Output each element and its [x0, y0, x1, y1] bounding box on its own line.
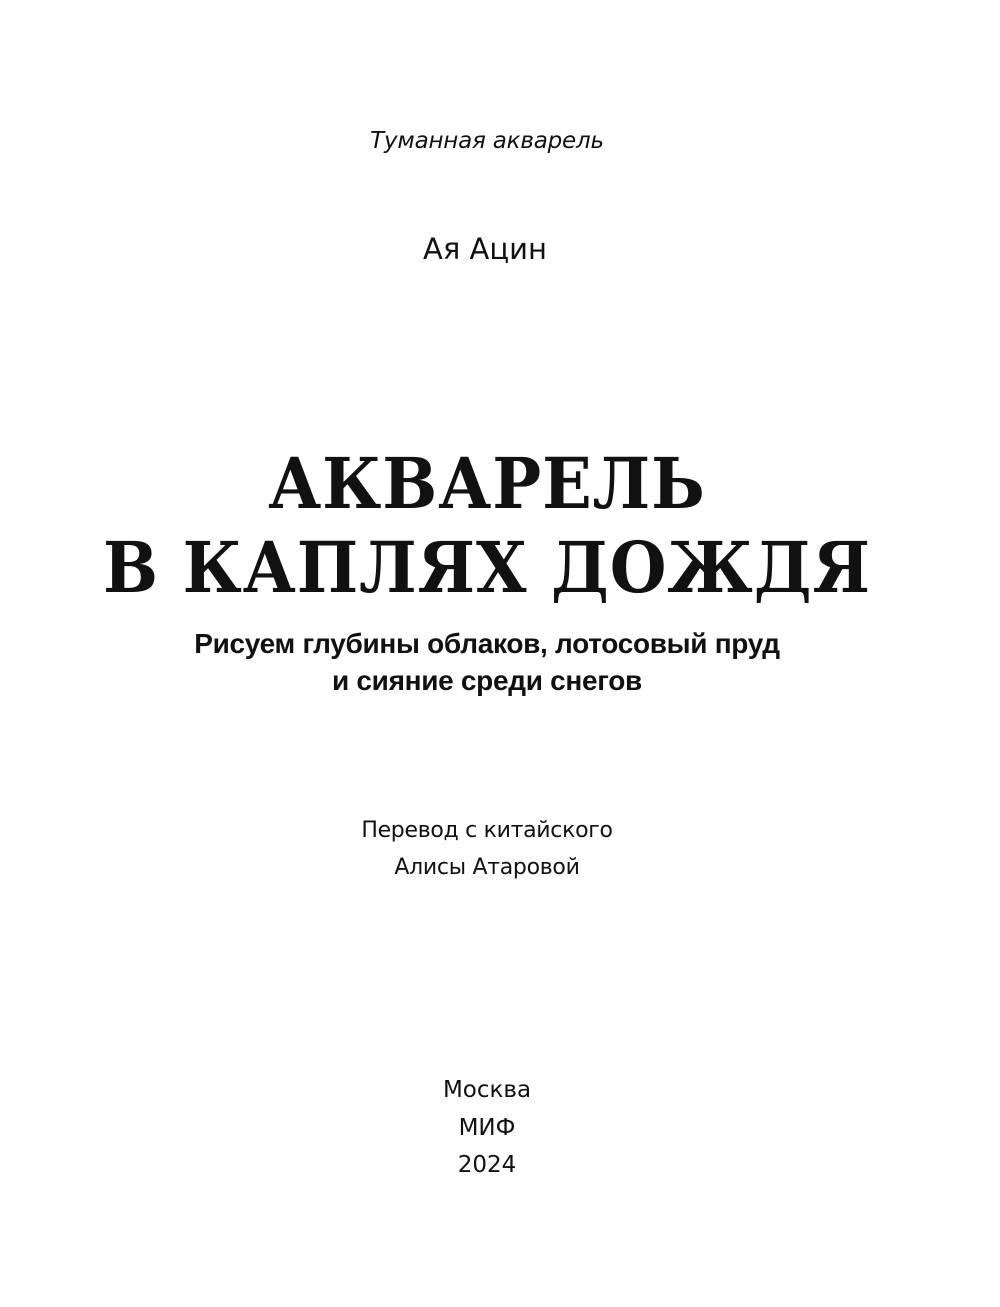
imprint-year: 2024	[457, 1152, 517, 1178]
author-name: Ая Ацин	[423, 232, 547, 266]
book-subtitle-line-1: Рисуем глубины облаков, лотосовый пруд	[194, 628, 780, 659]
translator-name: Алисы Атаровой	[394, 855, 580, 880]
book-subtitle-line-2: и сияние среди снегов	[332, 665, 642, 696]
series-name: Туманная акварель	[370, 128, 604, 154]
book-title-line-1: АКВАРЕЛЬ	[268, 442, 706, 525]
book-title-line-2: В КАПЛЯХ ДОЖДЯ	[103, 526, 871, 609]
translation-credit-line-1: Перевод с китайского	[361, 818, 613, 843]
imprint-city: Москва	[442, 1077, 532, 1103]
imprint-publisher: МИФ	[458, 1115, 516, 1141]
